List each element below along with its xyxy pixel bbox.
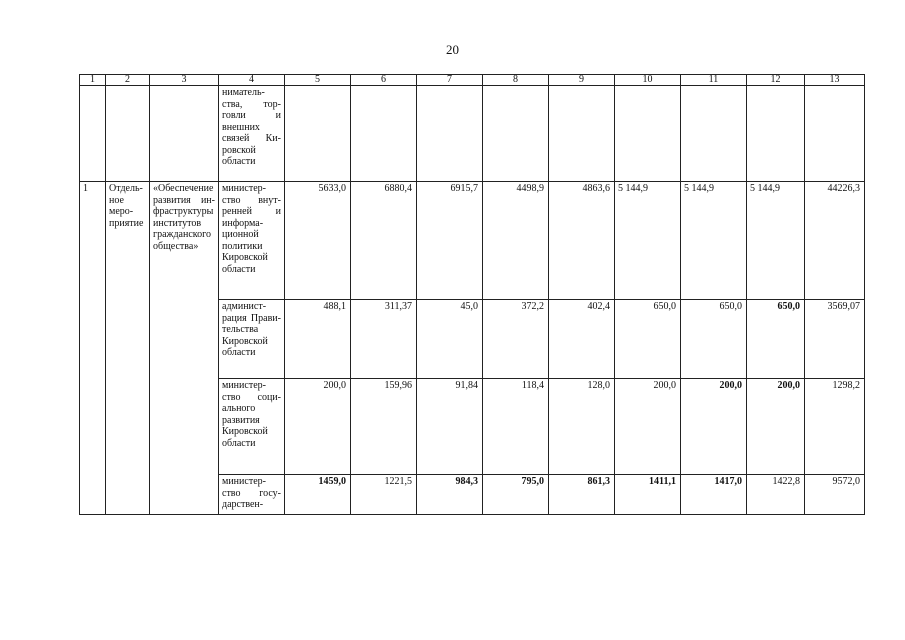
empty-cell (805, 86, 865, 182)
value-cell: 1411,1 (615, 475, 681, 515)
value-cell: 650,0 (747, 300, 805, 379)
value-cell: 4498,9 (483, 182, 549, 300)
header-cell: 13 (805, 75, 865, 86)
value-cell: 5633,0 (285, 182, 351, 300)
value-cell: 650,0 (681, 300, 747, 379)
executor-cell: министерство социального развития Кировской области (219, 379, 285, 475)
value-cell: 1422,8 (747, 475, 805, 515)
executor-cell: нимательства, торговли и внешних связей Кировской области (219, 86, 285, 182)
header-cell: 7 (417, 75, 483, 86)
value-cell: 1298,2 (805, 379, 865, 475)
value-cell: 372,2 (483, 300, 549, 379)
executor-cell: администрация Правительства Кировской области (219, 300, 285, 379)
value-cell: 402,4 (549, 300, 615, 379)
empty-cell (747, 86, 805, 182)
value-cell: 6915,7 (417, 182, 483, 300)
value-cell: 5 144,9 (681, 182, 747, 300)
value-cell: 1459,0 (285, 475, 351, 515)
measure-type-cell: Отдельное мероприятие (106, 182, 150, 515)
empty-cell (615, 86, 681, 182)
header-cell: 4 (219, 75, 285, 86)
empty-cell (80, 86, 106, 182)
header-cell: 9 (549, 75, 615, 86)
value-cell: 984,3 (417, 475, 483, 515)
value-cell: 91,84 (417, 379, 483, 475)
executor-cell: министерство внутренней и информационной политики Кировской области (219, 182, 285, 300)
header-cell: 8 (483, 75, 549, 86)
value-cell: 3569,07 (805, 300, 865, 379)
empty-cell (681, 86, 747, 182)
value-cell: 200,0 (615, 379, 681, 475)
value-cell: 45,0 (417, 300, 483, 379)
header-cell: 11 (681, 75, 747, 86)
empty-cell (106, 86, 150, 182)
header-cell: 3 (150, 75, 219, 86)
header-cell: 5 (285, 75, 351, 86)
empty-cell (285, 86, 351, 182)
value-cell: 9572,0 (805, 475, 865, 515)
header-cell: 12 (747, 75, 805, 86)
empty-cell (549, 86, 615, 182)
row-number-cell: 1 (80, 182, 106, 515)
header-cell: 1 (80, 75, 106, 86)
value-cell: 1221,5 (351, 475, 417, 515)
value-cell: 795,0 (483, 475, 549, 515)
table-row (80, 86, 865, 182)
value-cell: 4863,6 (549, 182, 615, 300)
header-cell: 6 (351, 75, 417, 86)
header-cell: 2 (106, 75, 150, 86)
value-cell: 861,3 (549, 475, 615, 515)
empty-cell (417, 86, 483, 182)
value-cell: 650,0 (615, 300, 681, 379)
budget-table (79, 74, 865, 515)
measure-name-cell: «Обеспечение развития инфраструктуры институтов гражданского общества» (150, 182, 219, 515)
table-row (80, 182, 865, 300)
value-cell: 200,0 (285, 379, 351, 475)
header-cell: 10 (615, 75, 681, 86)
empty-cell (483, 86, 549, 182)
value-cell: 5 144,9 (747, 182, 805, 300)
value-cell: 311,37 (351, 300, 417, 379)
value-cell: 200,0 (681, 379, 747, 475)
table-header-row (80, 75, 865, 86)
value-cell: 44226,3 (805, 182, 865, 300)
value-cell: 118,4 (483, 379, 549, 475)
value-cell: 200,0 (747, 379, 805, 475)
value-cell: 128,0 (549, 379, 615, 475)
page-number: 20 (446, 42, 459, 57)
empty-cell (351, 86, 417, 182)
value-cell: 488,1 (285, 300, 351, 379)
value-cell: 1417,0 (681, 475, 747, 515)
value-cell: 5 144,9 (615, 182, 681, 300)
executor-cell: министерство государствен- (219, 475, 285, 515)
value-cell: 6880,4 (351, 182, 417, 300)
empty-cell (150, 86, 219, 182)
value-cell: 159,96 (351, 379, 417, 475)
